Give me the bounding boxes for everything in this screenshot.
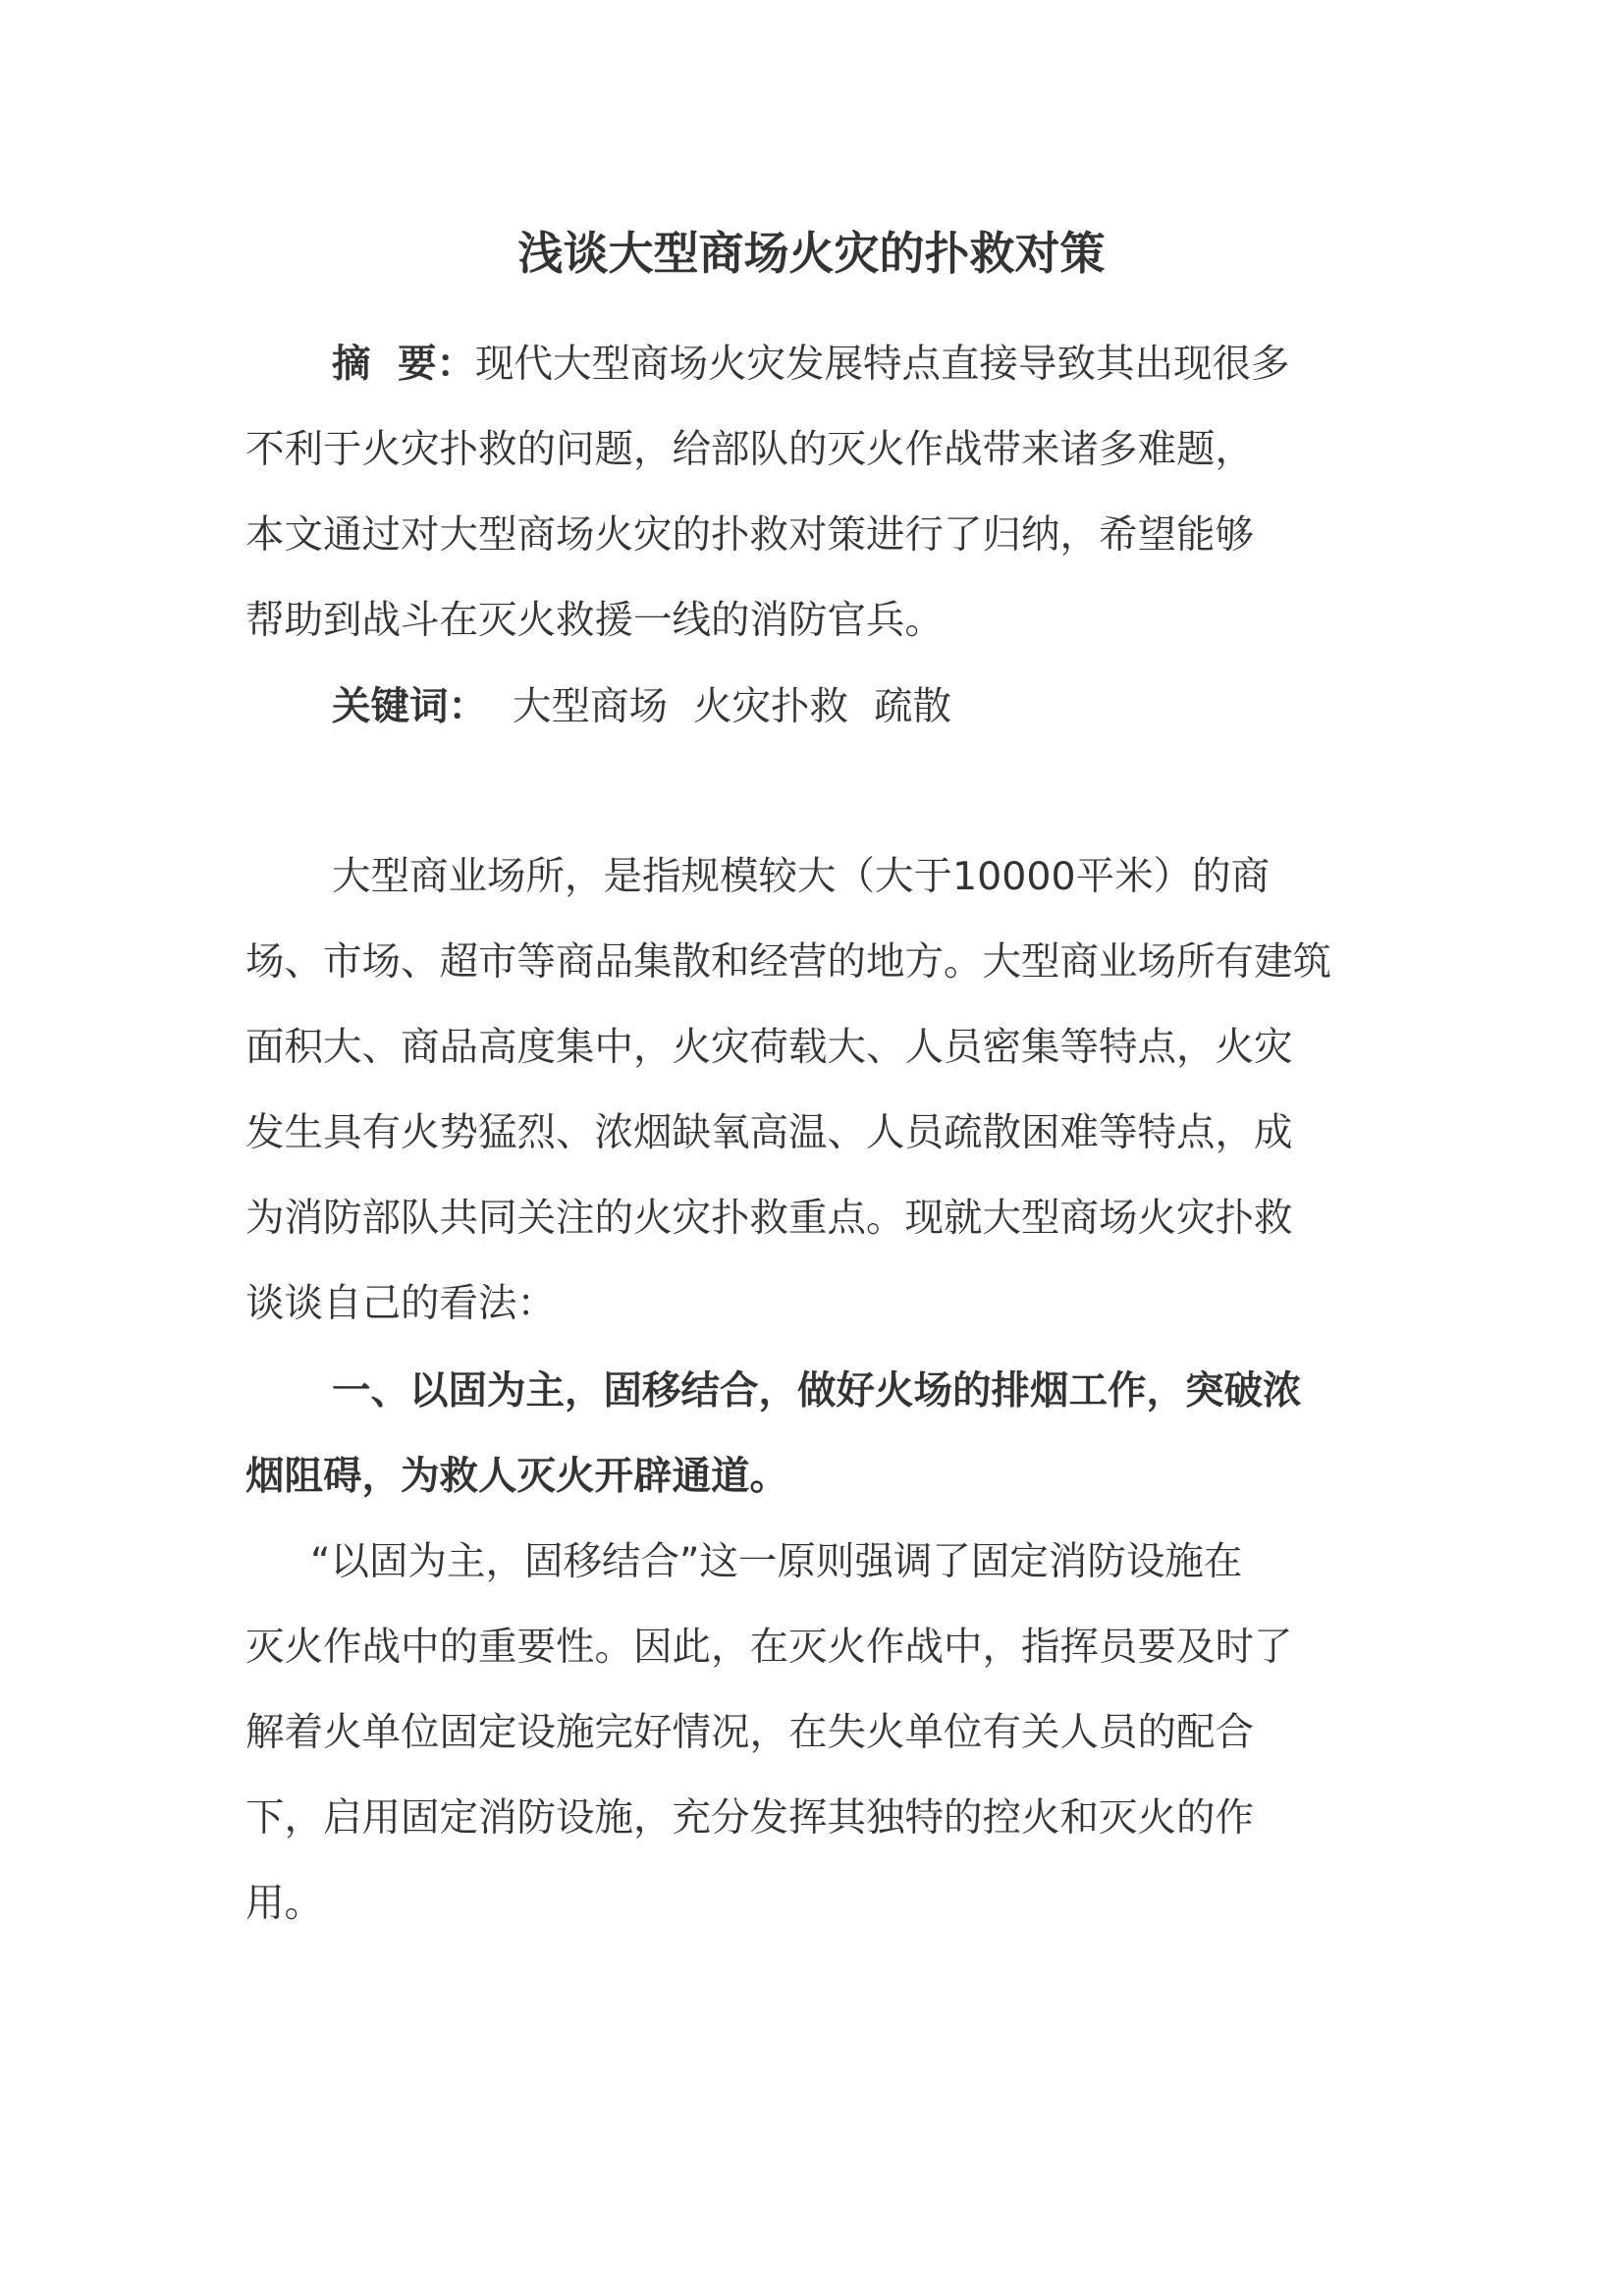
abstract-line-4: 帮助到战斗在灭火救援一线的消防官兵。 xyxy=(245,598,944,643)
abstract-block xyxy=(245,322,1394,664)
paragraph-line: 谈谈自己的看法： xyxy=(245,1281,556,1326)
abstract-line-2: 不利于火灾扑救的问题，给部队的灭火作战带来诸多难题， xyxy=(245,427,1254,472)
abstract-line-1 xyxy=(245,322,1394,407)
paragraph-line: “以固为主，固移结合”这一原则强调了固定消防设施在 xyxy=(310,1539,1243,1584)
paragraph-line: 面积大、商品高度集中，火灾荷载大、人员密集等特点，火灾 xyxy=(245,1025,1293,1070)
paragraph-line: 大型商业场所，是指规模较大（大于10000平米）的商 xyxy=(332,854,1271,899)
paragraph-line: 解着火单位固定设施完好情况，在失火单位有关人员的配合 xyxy=(245,1710,1254,1755)
heading-line: 一、以固为主，固移结合，做好火场的排烟工作，突破浓 xyxy=(332,1368,1302,1414)
abstract-label: 摘 要： xyxy=(332,342,476,387)
keyword-item: 大型商场 xyxy=(513,684,668,729)
keywords-label: 关键词： xyxy=(332,684,487,729)
document-title: 浅谈大型商场火灾的扑救对策 xyxy=(517,227,1106,280)
keywords-line xyxy=(245,665,1394,750)
paragraph-line: 用。 xyxy=(245,1881,323,1926)
paragraph-line: 发生具有火势猛烈、浓烟缺氧高温、人员疏散困难等特点，成 xyxy=(245,1110,1293,1155)
abstract-line-3: 本文通过对大型商场火灾的扑救对策进行了归纳，希望能够 xyxy=(245,512,1254,558)
abstract-text: 现代大型商场火灾发展特点直接导致其出现很多 xyxy=(475,342,1290,387)
paragraph-line: 为消防部队共同关注的火灾扑救重点。现就大型商场火灾扑救 xyxy=(245,1196,1293,1241)
section-1-heading xyxy=(245,1349,1394,1520)
paragraph-line: 场、市场、超市等商品集散和经营的地方。大型商业场所有建筑 xyxy=(245,939,1331,985)
paragraph-line: 灭火作战中的重要性。因此，在灭火作战中，指挥员要及时了 xyxy=(245,1625,1293,1670)
keyword-item: 火灾扑救 xyxy=(693,684,848,729)
paragraph-line: 下，启用固定消防设施，充分发挥其独特的控火和灭火的作 xyxy=(245,1795,1254,1841)
keyword-item: 疏散 xyxy=(874,684,951,729)
keywords-block xyxy=(245,665,1394,750)
heading-line: 烟阻碍，为救人灭火开辟通道。 xyxy=(245,1454,788,1499)
section-1-paragraph xyxy=(245,1520,1394,1947)
intro-paragraph xyxy=(245,834,1394,1347)
